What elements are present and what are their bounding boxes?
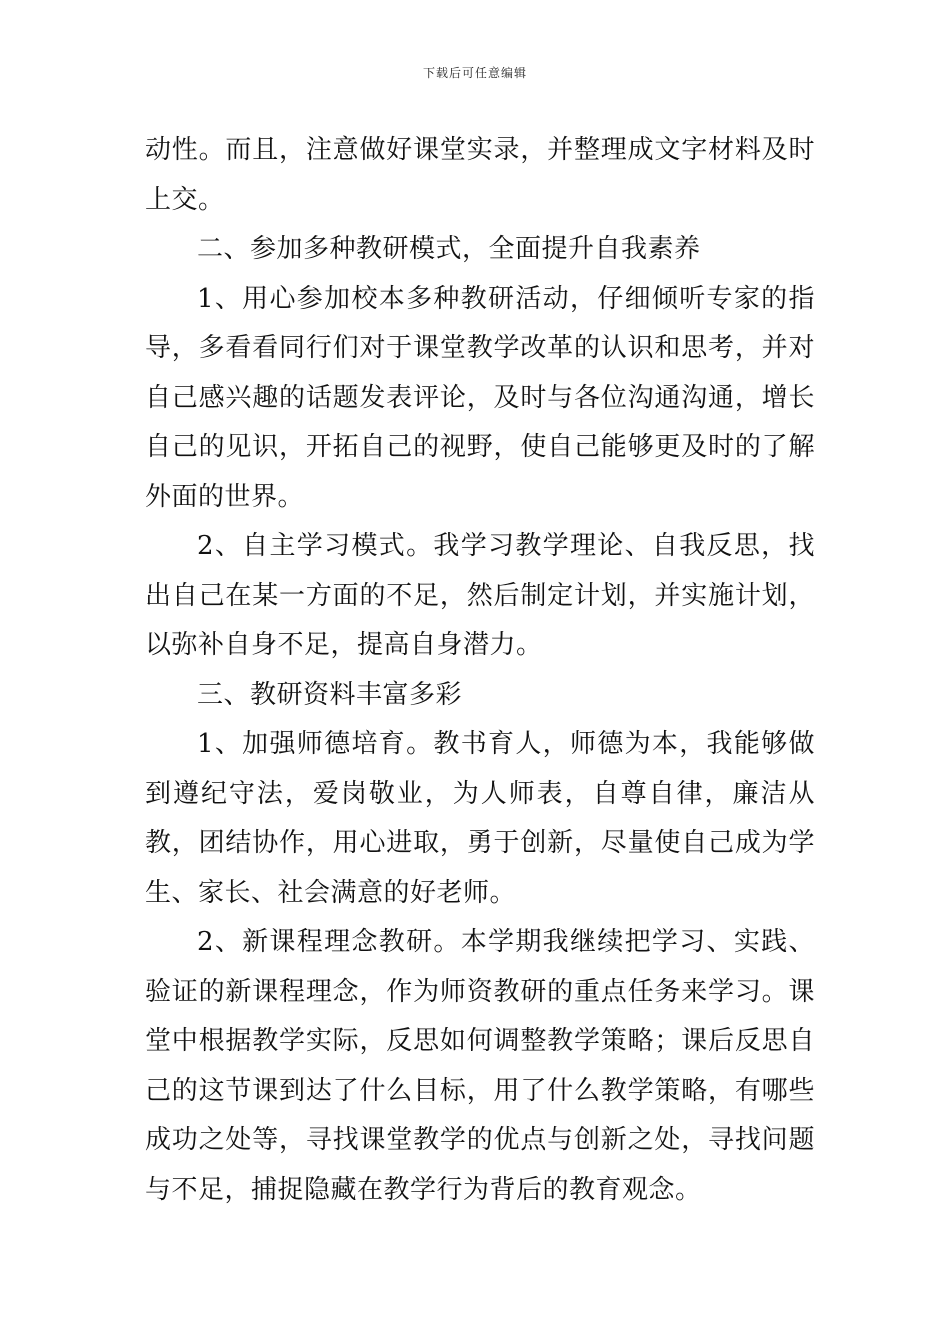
paragraph-2-1: 1、用心参加校本多种教研活动，仔细倾听专家的指导，多看看同行们对于课堂教学改革的认识和思考，并对自己感兴趣的话题发表评论，及时与各位沟通沟通，增长自己的见识，开拓自己的视野，使自己能够更及时的了解外面的世界。: [145, 283, 815, 512]
paragraph-3-2: 2、新课程理念教研。本学期我继续把学习、实践、验证的新课程理念，作为师资教研的重点任务来学习。课堂中根据教学实际，反思如何调整教学策略；课后反思自己的这节课到达了什么目标，用了什么教学策略，有哪些成功之处等，寻找课堂教学的优点与创新之处，寻找问题与不足，捕捉隐藏在教学行为背后的教育观念。: [145, 927, 815, 1205]
section-heading-3: 三、教研资料丰富多彩: [197, 679, 463, 710]
paragraph-2-2: 2、自主学习模式。我学习教学理论、自我反思，找出自己在某一方面的不足，然后制定计划，并实施计划，以弥补自身不足，提高自身潜力。: [145, 531, 815, 660]
document-body: [145, 126, 815, 1215]
page-header-note: 下载后可任意编辑: [422, 66, 527, 80]
paragraph-3-1: 1、加强师德培育。教书育人，师德为本，我能够做到遵纪守法，爱岗敬业，为人师表，自尊自律，廉洁从教，团结协作，用心进取，勇于创新，尽量使自己成为学生、家长、社会满意的好老师。: [145, 729, 815, 908]
section-heading-2: 二、参加多种教研模式，全面提升自我素养: [197, 234, 701, 264]
paragraph-continuation: 动性。而且，注意做好课堂实录，并整理成文字材料及时上交。: [145, 135, 815, 215]
